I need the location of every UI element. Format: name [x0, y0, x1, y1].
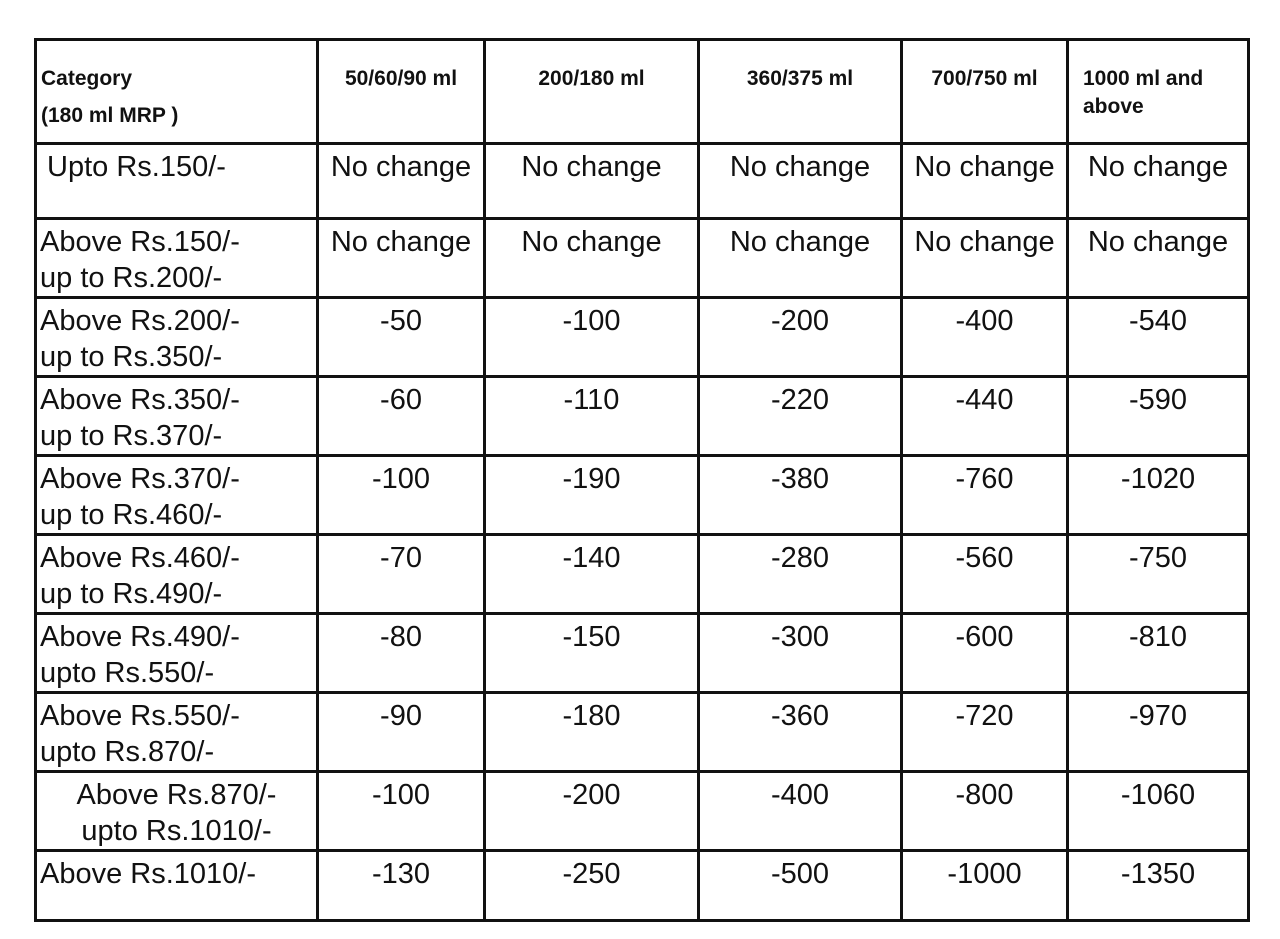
value-200-180-ml: -110 — [485, 377, 699, 456]
value-360-375-ml: -400 — [699, 772, 902, 851]
category-cell — [36, 772, 318, 851]
header-category-title: Category — [41, 67, 133, 90]
value-200-180-ml: No change — [485, 144, 699, 219]
value-700-750-ml: -720 — [902, 693, 1068, 772]
value-1000-ml: -810 — [1068, 614, 1249, 693]
value-50-60-90-ml: -70 — [318, 535, 485, 614]
value-200-180-ml: -180 — [485, 693, 699, 772]
price-revision-table — [34, 38, 1250, 922]
value-1000-ml: -1350 — [1068, 851, 1249, 921]
category-line1: Above Rs.1010/- — [40, 858, 257, 890]
category-line1: Above Rs.870/- — [76, 779, 277, 811]
category-cell — [36, 298, 318, 377]
category-line1: Above Rs.370/- — [40, 463, 240, 495]
table-row — [36, 144, 1249, 219]
table-row — [36, 614, 1249, 693]
table-row — [36, 535, 1249, 614]
value-1000-ml: -1060 — [1068, 772, 1249, 851]
value-50-60-90-ml: -100 — [318, 772, 485, 851]
value-50-60-90-ml: No change — [318, 144, 485, 219]
value-200-180-ml: -190 — [485, 456, 699, 535]
category-cell — [36, 377, 318, 456]
category-line2: upto Rs.1010/- — [81, 815, 272, 847]
category-line2: up to Rs.370/- — [40, 420, 223, 452]
value-360-375-ml: -500 — [699, 851, 902, 921]
table-row — [36, 851, 1249, 921]
category-cell — [36, 614, 318, 693]
value-50-60-90-ml: -100 — [318, 456, 485, 535]
category-cell — [36, 535, 318, 614]
table-row — [36, 377, 1249, 456]
table-row — [36, 772, 1249, 851]
value-50-60-90-ml: -50 — [318, 298, 485, 377]
table-row — [36, 456, 1249, 535]
category-cell — [36, 693, 318, 772]
value-700-750-ml: -560 — [902, 535, 1068, 614]
category-line2: up to Rs.200/- — [40, 262, 223, 294]
value-1000-ml: No change — [1068, 144, 1249, 219]
table-row — [36, 298, 1249, 377]
value-360-375-ml: -380 — [699, 456, 902, 535]
value-360-375-ml: No change — [699, 219, 902, 298]
header-1000-ml-and-above: 1000 ml and above — [1068, 40, 1249, 144]
category-line2: upto Rs.550/- — [40, 657, 215, 689]
value-200-180-ml: -100 — [485, 298, 699, 377]
value-360-375-ml: -300 — [699, 614, 902, 693]
value-200-180-ml: -150 — [485, 614, 699, 693]
category-cell — [36, 851, 318, 921]
value-200-180-ml: -200 — [485, 772, 699, 851]
value-700-750-ml: -800 — [902, 772, 1068, 851]
category-line1: Above Rs.350/- — [40, 384, 240, 416]
category-cell — [36, 144, 318, 219]
header-category — [36, 40, 318, 144]
category-line2: up to Rs.460/- — [40, 499, 223, 531]
value-50-60-90-ml: No change — [318, 219, 485, 298]
category-line1: Above Rs.550/- — [40, 700, 240, 732]
category-line2: up to Rs.490/- — [40, 578, 223, 610]
value-360-375-ml: -280 — [699, 535, 902, 614]
table-row — [36, 693, 1249, 772]
value-700-750-ml: -440 — [902, 377, 1068, 456]
header-360-375-ml: 360/375 ml — [699, 40, 902, 144]
value-50-60-90-ml: -130 — [318, 851, 485, 921]
value-200-180-ml: -140 — [485, 535, 699, 614]
header-50-60-90-ml: 50/60/90 ml — [318, 40, 485, 144]
category-cell — [36, 219, 318, 298]
value-1000-ml: -540 — [1068, 298, 1249, 377]
header-700-750-ml: 700/750 ml — [902, 40, 1068, 144]
header-row — [36, 40, 1249, 144]
category-line2: upto Rs.870/- — [40, 736, 215, 768]
value-1000-ml: -590 — [1068, 377, 1249, 456]
category-line1: Above Rs.200/- — [40, 305, 240, 337]
value-700-750-ml: -1000 — [902, 851, 1068, 921]
value-700-750-ml: -400 — [902, 298, 1068, 377]
value-1000-ml: -1020 — [1068, 456, 1249, 535]
category-line2: up to Rs.350/- — [40, 341, 223, 373]
value-1000-ml: -750 — [1068, 535, 1249, 614]
value-360-375-ml: -200 — [699, 298, 902, 377]
category-line1: Above Rs.460/- — [40, 542, 240, 574]
value-1000-ml: -970 — [1068, 693, 1249, 772]
header-200-180-ml: 200/180 ml — [485, 40, 699, 144]
table-row — [36, 219, 1249, 298]
category-line1: Upto Rs.150/- — [47, 151, 226, 183]
value-700-750-ml: -600 — [902, 614, 1068, 693]
value-360-375-ml: No change — [699, 144, 902, 219]
value-700-750-ml: No change — [902, 219, 1068, 298]
value-360-375-ml: -360 — [699, 693, 902, 772]
value-50-60-90-ml: -60 — [318, 377, 485, 456]
value-700-750-ml: -760 — [902, 456, 1068, 535]
category-cell — [36, 456, 318, 535]
category-line1: Above Rs.490/- — [40, 621, 240, 653]
value-700-750-ml: No change — [902, 144, 1068, 219]
value-360-375-ml: -220 — [699, 377, 902, 456]
value-50-60-90-ml: -90 — [318, 693, 485, 772]
category-line1: Above Rs.150/- — [40, 226, 240, 258]
value-1000-ml: No change — [1068, 219, 1249, 298]
value-200-180-ml: -250 — [485, 851, 699, 921]
value-200-180-ml: No change — [485, 219, 699, 298]
value-50-60-90-ml: -80 — [318, 614, 485, 693]
header-category-subtitle: (180 ml MRP ) — [41, 104, 179, 127]
